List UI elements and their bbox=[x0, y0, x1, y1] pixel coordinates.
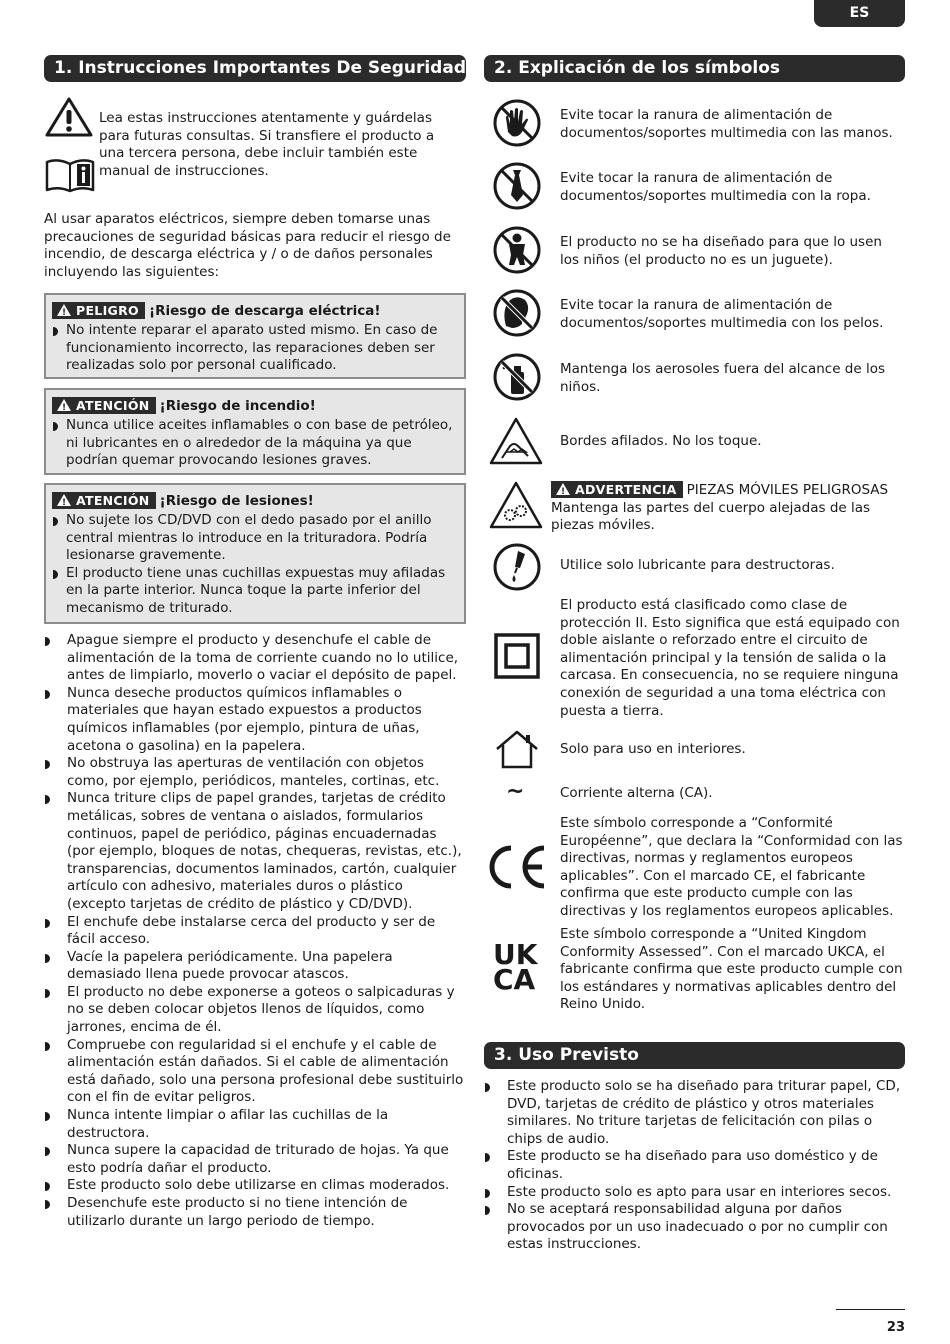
list-item: Este producto se ha diseñado para uso doméstico y de oficinas. bbox=[484, 1148, 905, 1183]
symbol-text: Corriente alterna (CA). bbox=[560, 785, 713, 801]
list-item: Nunca intente limpiar o afilar las cuchillas de la destructora. bbox=[44, 1107, 466, 1142]
language-tab: ES bbox=[814, 0, 905, 27]
symbol-row bbox=[484, 225, 905, 277]
warning-heading: PIEZAS MÓVILES PELIGROSAS bbox=[686, 482, 889, 498]
warning-triangle-icon bbox=[57, 494, 71, 506]
intended-use-list bbox=[484, 1078, 905, 1254]
list-item: Desenchufe este producto si no tiene intención de utilizarlo durante un largo periodo de tiempo. bbox=[44, 1195, 466, 1230]
no-aerosol-icon bbox=[492, 352, 542, 402]
symbol-text: El producto está clasificado como clase de protección II. Esto significa que está equipado con doble aislante o reforzado entre el circuito de alimentación principal y la tensión de salida o la carcasa. En consecuencia, no se requiere ninguna conexión de seguridad a una toma eléctrica con puesta a tierra. bbox=[560, 597, 900, 719]
intro-text: Lea estas instrucciones atentamente y guárdelas para futuras consultas. Si transfiere el producto a una tercera persona, debe incluir también este manual de instrucciones. bbox=[99, 110, 435, 179]
list-item: Compruebe con regularidad si el enchufe y el cable de alimentación están dañados. Si el cable de alimentación está dañado, solo una persona profesional debe sustituirlo con el fin de evitar peligros. bbox=[44, 1037, 466, 1107]
ac-icon: ~ bbox=[506, 779, 525, 804]
ce-icon bbox=[484, 842, 548, 892]
symbol-text: Este símbolo corresponde a “Conformité Européenne”, que declara la “Conformidad con las directivas, normas y reglamentos europeos aplicables”. Con el marcado CE, el fabricante confirma que este producto cumple con las directivas y los reglamentos europeos aplicables. bbox=[560, 815, 903, 919]
list-item: No intente reparar el aparato usted mismo. En caso de funcionamiento incorrecto, las reparaciones deben ser realizadas solo por personal cualificado. bbox=[52, 322, 458, 375]
fire-caution-box bbox=[44, 388, 466, 475]
caution-badge: !ATENCIÓN bbox=[52, 397, 156, 414]
list-item: No sujete los CD/DVD con el dedo pasado por el anillo central mientras lo introduce en la trituradora. Podría lesionarse gravemente. bbox=[52, 512, 458, 565]
symbol-text bbox=[551, 481, 905, 535]
list-item: Este producto solo es apto para usar en interiores secos. bbox=[484, 1184, 905, 1202]
danger-box bbox=[44, 293, 466, 379]
injury-caution-box bbox=[44, 483, 466, 624]
section3-title: 3. Uso Previsto bbox=[484, 1042, 905, 1069]
symbol-text: Este símbolo corresponde a “United Kingdom Conformity Assessed”. Con el marcado UKCA, el fabricante confirma que este producto cumple con los estándares y normativas aplicables dentro del Reino Unido. bbox=[560, 926, 903, 1013]
box-title: ¡Riesgo de descarga eléctrica! bbox=[148, 303, 381, 319]
list-item: Nunca utilice aceites inflamables o con base de petróleo, ni lubricantes en o alrededor de la máquina ya que podrían quemar provocando lesiones graves. bbox=[52, 417, 458, 470]
symbol-text: El producto no se ha diseñado para que lo usen los niños (el producto no es un juguete). bbox=[560, 234, 882, 268]
box-title: ¡Riesgo de incendio! bbox=[159, 398, 316, 414]
section2-title: 2. Explicación de los símbolos bbox=[484, 55, 905, 82]
danger-badge: !PELIGRO bbox=[52, 302, 145, 319]
lubricant-icon bbox=[492, 542, 542, 592]
symbol-row bbox=[484, 597, 905, 722]
symbol-text: Evite tocar la ranura de alimentación de documentos/soportes multimedia con la ropa. bbox=[560, 170, 871, 204]
page-number: 23 bbox=[836, 1309, 905, 1335]
symbol-row bbox=[484, 815, 905, 923]
warning-icon bbox=[44, 96, 94, 138]
list-item: Nunca triture clips de papel grandes, tarjetas de crédito metálicas, sobres de ventana o aislados, formularios continuos, papel de periódico, páginas encuadernadas (por ejemplo, bloques de notas, chequeras, revistas, etc.), transparencias, documentos laminados, cartón, cualquier artículo con adhesivo, materiales duros o plástico (excepto tarjetas de crédito de plástico y CD/DVD). bbox=[44, 790, 466, 913]
list-item: Este producto solo debe utilizarse en climas moderados. bbox=[44, 1177, 466, 1195]
list-item: Nunca deseche productos químicos inflamables o materiales que hayan estado expuestos a productos químicos inflamables (por ejemplo, pintura de uñas, acetona o gasolina) en la papelera. bbox=[44, 685, 466, 755]
symbol-text: Evite tocar la ranura de alimentación de documentos/soportes multimedia con las manos. bbox=[560, 107, 893, 141]
warning-triangle-icon bbox=[57, 399, 71, 411]
list-item: El enchufe debe instalarse cerca del producto y ser de fácil acceso. bbox=[44, 914, 466, 949]
list-item: Nunca supere la capacidad de triturado de hojas. Ya que esto podría dañar el producto. bbox=[44, 1142, 466, 1177]
moving-parts-icon bbox=[488, 480, 544, 530]
caution-badge: !ATENCIÓN bbox=[52, 492, 156, 509]
symbol-row bbox=[484, 161, 905, 213]
manual-info-icon bbox=[44, 156, 96, 194]
symbol-text: Bordes afilados. No los toque. bbox=[560, 433, 762, 449]
symbol-row bbox=[484, 729, 905, 771]
symbol-row bbox=[484, 352, 905, 404]
warning-triangle-icon bbox=[57, 304, 71, 316]
symbol-row bbox=[484, 542, 905, 594]
list-item: El producto tiene unas cuchillas expuestas muy afiladas en la parte interior. Nunca toque la parte inferior del mecanismo de triturado. bbox=[52, 565, 458, 618]
section1-title: 1. Instrucciones Importantes De Seguridad bbox=[44, 55, 466, 82]
list-item: No se aceptará responsabilidad alguna por daños provocados por un uso inadecuado o por no cumplir con estas instrucciones. bbox=[484, 1201, 905, 1254]
warning-text: Mantenga las partes del cuerpo alejadas de las piezas móviles. bbox=[551, 499, 871, 534]
symbol-row bbox=[484, 416, 905, 468]
list-item: Vacíe la papelera periódicamente. Una papelera demasiado llena puede provocar atascos. bbox=[44, 949, 466, 984]
symbol-row bbox=[484, 288, 905, 340]
no-tie-icon bbox=[492, 161, 542, 211]
symbol-text: Mantenga los aerosoles fuera del alcance de los niños. bbox=[560, 361, 886, 395]
no-hands-icon bbox=[492, 98, 542, 148]
warning-triangle-icon bbox=[556, 483, 570, 495]
symbol-text: Solo para uso en interiores. bbox=[560, 741, 746, 757]
indoor-icon bbox=[494, 729, 540, 771]
symbol-row bbox=[484, 781, 905, 805]
symbol-row bbox=[484, 926, 905, 1016]
symbol-row bbox=[484, 98, 905, 150]
symbol-row bbox=[484, 478, 905, 533]
general-safety-text: Al usar aparatos eléctricos, siempre deben tomarse unas precauciones de seguridad básicas para reducir el riesgo de incendio, de descarga eléctrica y / o de daños personales incluyendo las siguientes: bbox=[44, 211, 451, 280]
list-item: Apague siempre el producto y desenchufe el cable de alimentación de la toma de corriente cuando no lo utilice, antes de limpiarlo, moverlo o vaciar el depósito de papel. bbox=[44, 632, 466, 685]
sharp-edges-icon bbox=[488, 416, 544, 466]
symbol-text: Utilice solo lubricante para destructoras. bbox=[560, 557, 835, 573]
symbol-text: Evite tocar la ranura de alimentación de documentos/soportes multimedia con los pelos. bbox=[560, 297, 884, 331]
warning-badge: !ADVERTENCIA bbox=[551, 481, 683, 498]
ukca-icon: UK CA bbox=[493, 938, 538, 996]
safety-bullet-list bbox=[44, 632, 466, 1230]
list-item: No obstruya las aperturas de ventilación con objetos como, por ejemplo, periódicos, manteles, cortinas, etc. bbox=[44, 755, 466, 790]
class-ii-icon bbox=[494, 633, 540, 679]
list-item: El producto no debe exponerse a goteos o salpicaduras y no se deben colocar objetos llenos de líquidos, como jarrones, encima de él. bbox=[44, 984, 466, 1037]
no-hair-icon bbox=[492, 288, 542, 338]
box-title: ¡Riesgo de lesiones! bbox=[159, 493, 314, 509]
list-item: Este producto solo se ha diseñado para triturar papel, CD, DVD, tarjetas de crédito de plástico y otros materiales similares. No triture tarjetas de felicitación con pilas o chips de audio. bbox=[484, 1078, 905, 1148]
no-children-icon bbox=[492, 225, 542, 275]
